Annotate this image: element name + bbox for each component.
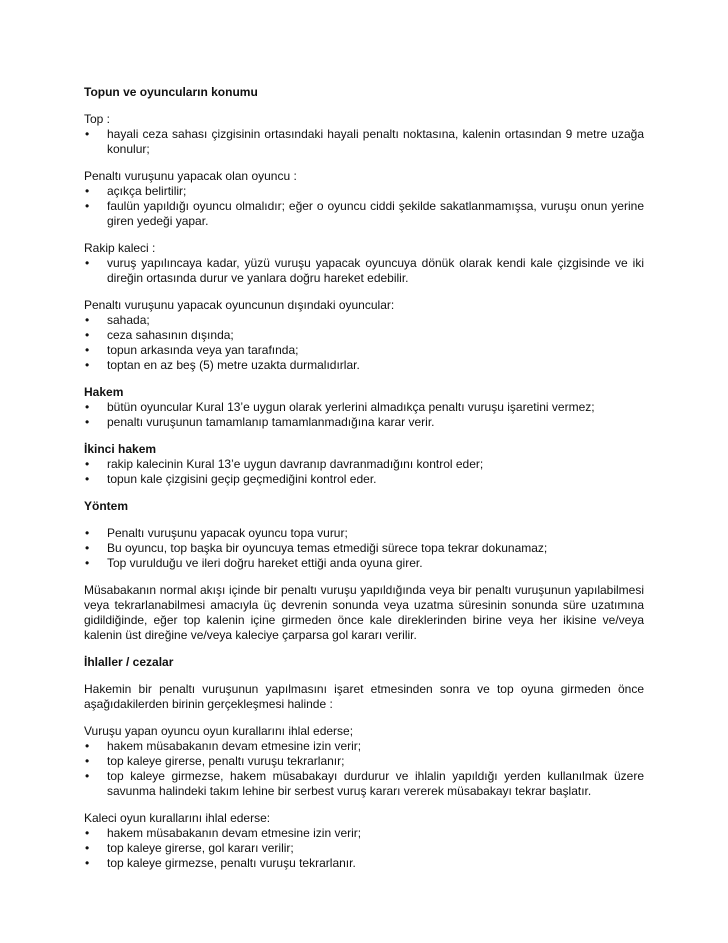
bullet-icon: • (85, 739, 90, 753)
list-item-text: Bu oyuncu, top başka bir oyuncuya temas etmediği sürece topa tekrar dokunamaz; (107, 541, 548, 555)
list-item (84, 526, 644, 541)
infringements-intro: Hakemin bir penaltı vuruşunun yapılmasını işaret etmesinden sonra ve top oyuna girmeden önce aşağıdakilerden birinin gerçekleşmesi halinde : (84, 682, 644, 711)
bullet-icon: • (85, 127, 90, 141)
list-item-text: toptan en az beş (5) metre uzakta durmalıdırlar. (107, 358, 360, 372)
list-item (84, 856, 644, 871)
list-item (84, 826, 644, 841)
bullet-icon: • (85, 256, 90, 270)
section-procedure (84, 499, 644, 571)
section-heading: Hakem (84, 385, 124, 399)
list-item (84, 358, 644, 373)
bullet-icon: • (85, 358, 90, 372)
bullet-list (84, 313, 644, 373)
list-item (84, 841, 644, 856)
list-item-text: topun arkasında veya yan tarafında; (107, 343, 299, 357)
list-item-text: top kaleye girerse, gol kararı verilir; (107, 841, 294, 855)
section-label: Penaltı vuruşunu yapacak oyuncunun dışındaki oyuncular: (84, 298, 395, 312)
list-item (84, 328, 644, 343)
section-label: Vuruşu yapan oyuncu oyun kurallarını ihlal ederse; (84, 724, 354, 738)
section-kicker (84, 169, 644, 229)
bullet-list (84, 256, 644, 286)
list-item-text: faulün yapıldığı oyuncu olmalıdır; eğer o oyuncu ciddi şekilde sakatlanmamışsa, vuruşu onun yerine giren yedeği yapar. (107, 199, 644, 228)
list-item-text: hakem müsabakanın devam etmesine izin verir; (107, 826, 362, 840)
bullet-list (84, 400, 644, 430)
list-item (84, 184, 644, 199)
bullet-icon: • (85, 415, 90, 429)
list-item (84, 472, 644, 487)
bullet-icon: • (85, 556, 90, 570)
section-label: Kaleci oyun kurallarını ihlal ederse: (84, 811, 271, 825)
bullet-list (84, 739, 644, 799)
bullet-icon: • (85, 328, 90, 342)
bullet-list (84, 526, 644, 571)
bullet-icon: • (85, 343, 90, 357)
list-item (84, 256, 644, 286)
section-second-referee (84, 442, 644, 487)
list-item (84, 541, 644, 556)
list-item-text: vuruş yapılıncaya kadar, yüzü vuruşu yapacak oyuncuya dönük olarak kendi kale çizgisinde ve iki direğin ortasında durur ve yanlara doğru hareket edebilir. (107, 256, 644, 285)
list-item-text: top kaleye girmezse, hakem müsabakayı durdurur ve ihlalin yapıldığı yerden kullanılmak üzere savunma halindeki takım lehine bir serbest vuruş kararı vererek müsabakayı tekrar başlatır. (107, 769, 644, 798)
list-item-text: bütün oyuncular Kural 13’e uygun olarak yerlerini almadıkça penaltı vuruşu işaretini vermez; (107, 400, 595, 414)
section-kicker-infringement (84, 724, 644, 799)
section-heading: Yöntem (84, 499, 129, 513)
list-item (84, 739, 644, 754)
list-item-text: sahada; (107, 313, 150, 327)
list-item (84, 199, 644, 229)
bullet-icon: • (85, 841, 90, 855)
bullet-list (84, 184, 644, 229)
list-item-text: rakip kalecinin Kural 13’e uygun davranıp davranmadığını kontrol eder; (107, 457, 484, 471)
bullet-icon: • (85, 526, 90, 540)
list-item (84, 754, 644, 769)
section-goalkeeper (84, 241, 644, 286)
list-item-text: hayali ceza sahası çizgisinin ortasındaki hayali penaltı noktasına, kalenin ortasından 9 metre uzağa konulur; (107, 127, 644, 156)
list-item-text: topun kale çizgisini geçip geçmediğini kontrol eder. (107, 472, 377, 486)
section-ball (84, 112, 644, 157)
section-label: Rakip kaleci : (84, 241, 156, 255)
list-item (84, 769, 644, 799)
section-referee (84, 385, 644, 430)
bullet-icon: • (85, 313, 90, 327)
section-keeper-infringement (84, 811, 644, 871)
bullet-icon: • (85, 541, 90, 555)
procedure-paragraph: Müsabakanın normal akışı içinde bir penaltı vuruşu yapıldığında veya bir penaltı vuruşunun yapılabilmesi veya tekrarlanabilmesi amacıyla üç devrenin sonunda veya uzatma süresinin sonunda süre uzatımına gidildiğinde, eğer top kalenin içine girmeden önce kale direklerinden birine veya her ikisine ve/veya kalenin üst direğine ve/veya kaleciye çarparsa gol kararı verilir. (84, 583, 644, 642)
list-item (84, 556, 644, 571)
list-item-text: açıkça belirtilir; (107, 184, 187, 198)
list-item (84, 400, 644, 415)
section-heading: İkinci hakem (84, 442, 157, 456)
list-item-text: ceza sahasının dışında; (107, 328, 234, 342)
section-label: Penaltı vuruşunu yapacak olan oyuncu : (84, 169, 297, 183)
list-item-text: top kaleye girmezse, penaltı vuruşu tekrarlanır. (107, 856, 356, 870)
list-item (84, 343, 644, 358)
page-title: Topun ve oyuncuların konumu (84, 85, 258, 99)
list-item (84, 457, 644, 472)
list-item-text: top kaleye girerse, penaltı vuruşu tekrarlanır; (107, 754, 345, 768)
bullet-icon: • (85, 457, 90, 471)
bullet-icon: • (85, 754, 90, 768)
section-label: Top : (84, 112, 111, 126)
bullet-icon: • (85, 826, 90, 840)
bullet-icon: • (85, 199, 90, 213)
list-item-text: Penaltı vuruşunu yapacak oyuncu topa vurur; (107, 526, 348, 540)
section-other-players (84, 298, 644, 373)
bullet-icon: • (85, 472, 90, 486)
list-item-text: hakem müsabakanın devam etmesine izin verir; (107, 739, 362, 753)
bullet-list (84, 826, 644, 871)
list-item (84, 415, 644, 430)
list-item-text: Top vurulduğu ve ileri doğru hareket ettiği anda oyuna girer. (107, 556, 423, 570)
bullet-icon: • (85, 184, 90, 198)
bullet-icon: • (85, 856, 90, 870)
bullet-list (84, 457, 644, 487)
list-item-text: penaltı vuruşunun tamamlanıp tamamlanmadığına karar verir. (107, 415, 435, 429)
list-item (84, 313, 644, 328)
bullet-list (84, 127, 644, 157)
list-item (84, 127, 644, 157)
bullet-icon: • (85, 769, 90, 783)
bullet-icon: • (85, 400, 90, 414)
section-heading: İhlaller / cezalar (84, 655, 174, 669)
